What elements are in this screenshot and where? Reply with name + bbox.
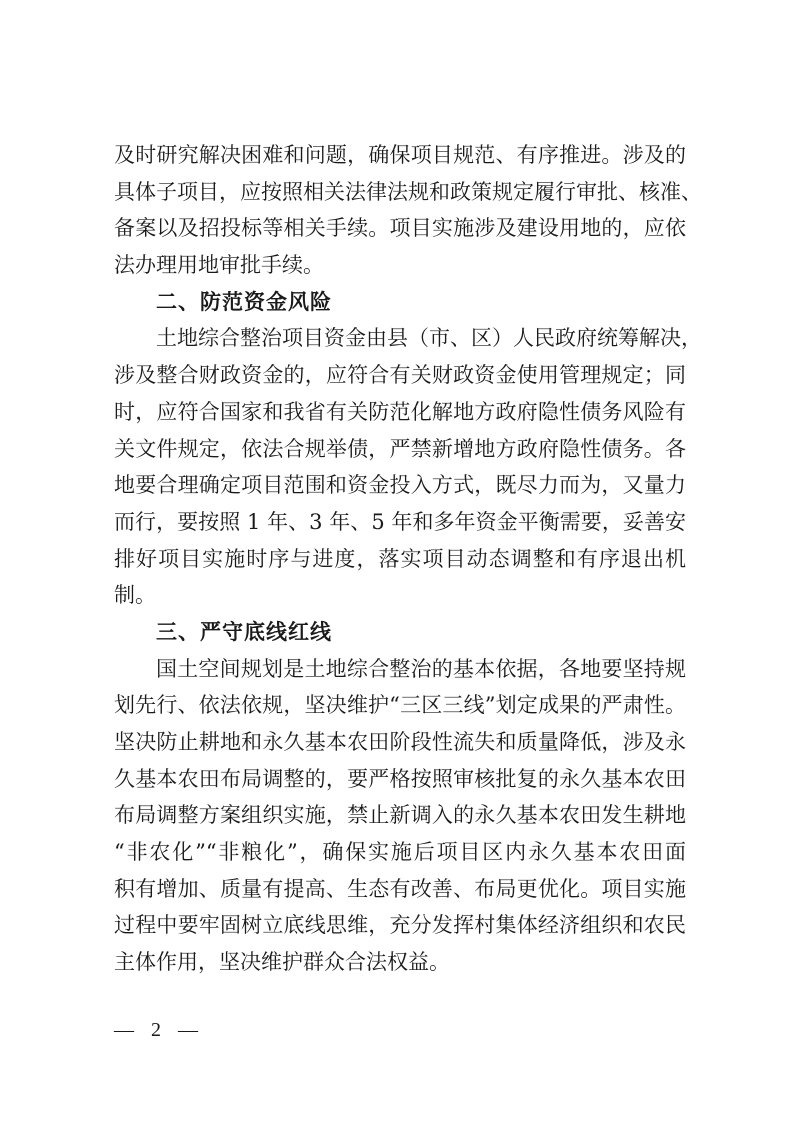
paragraph-line: 具体子项目，应按照相关法律法规和政策规定履行审批、核准、: [114, 179, 702, 204]
paragraph-line: 法办理用地审批手续。: [114, 253, 324, 278]
document-body: [114, 137, 702, 981]
paragraph-line: 久基本农田布局调整的，要严格按照审核批复的永久基本农田: [114, 766, 686, 791]
paragraph-line: 而行，要按照 1 年、3 年、5 年和多年资金平衡需要，妥善安: [114, 509, 686, 534]
paragraph-line: 主体作用，坚决维护群众合法权益。: [114, 950, 450, 975]
paragraph-line: 国土空间规划是土地综合整治的基本依据，各地要坚持规: [156, 656, 686, 681]
paragraph-line: 排好项目实施时序与进度，落实项目动态调整和有序退出机: [114, 546, 686, 571]
paragraph-line: 划先行、依法依规，坚决维护“三区三线”划定成果的严肃性。: [114, 693, 686, 718]
paragraph-line: 坚决防止耕地和永久基本农田阶段性流失和质量降低，涉及永: [114, 730, 686, 754]
paragraph-line: 过程中要牢固树立底线思维，充分发挥村集体经济组织和农民: [114, 913, 686, 938]
paragraph-line: 备案以及招投标等相关手续。项目实施涉及建设用地的，应依: [114, 216, 686, 241]
paragraph-line: 地要合理确定项目范围和资金投入方式，既尽力而为，又量力: [114, 473, 686, 498]
paragraph-line: 时，应符合国家和我省有关防范化解地方政府隐性债务风险有: [114, 399, 686, 424]
paragraph-line: 布局调整方案组织实施，禁止新调入的永久基本农田发生耕地: [114, 803, 686, 828]
paragraph-line: 土地综合整治项目资金由县（市、区）人民政府统筹解决，: [156, 326, 702, 351]
page-number: — 2 —: [114, 1019, 204, 1041]
paragraph-line: 关文件规定，依法合规举债，严禁新增地方政府隐性债务。各: [114, 436, 686, 461]
section-heading-risk: 二、防范资金风险: [156, 289, 332, 314]
paragraph-line: 制。: [114, 583, 156, 608]
paragraph-line: “非农化”“非粮化”，确保实施后项目区内永久基本农田面: [114, 840, 686, 865]
paragraph-line: 积有增加、质量有提高、生态有改善、布局更优化。项目实施: [114, 876, 686, 901]
paragraph-line: 及时研究解决困难和问题，确保项目规范、有序推进。涉及的: [114, 143, 686, 167]
paragraph-line: 涉及整合财政资金的，应符合有关财政资金使用管理规定；同: [114, 363, 686, 388]
section-heading-redline: 三、严守底线红线: [156, 619, 332, 644]
